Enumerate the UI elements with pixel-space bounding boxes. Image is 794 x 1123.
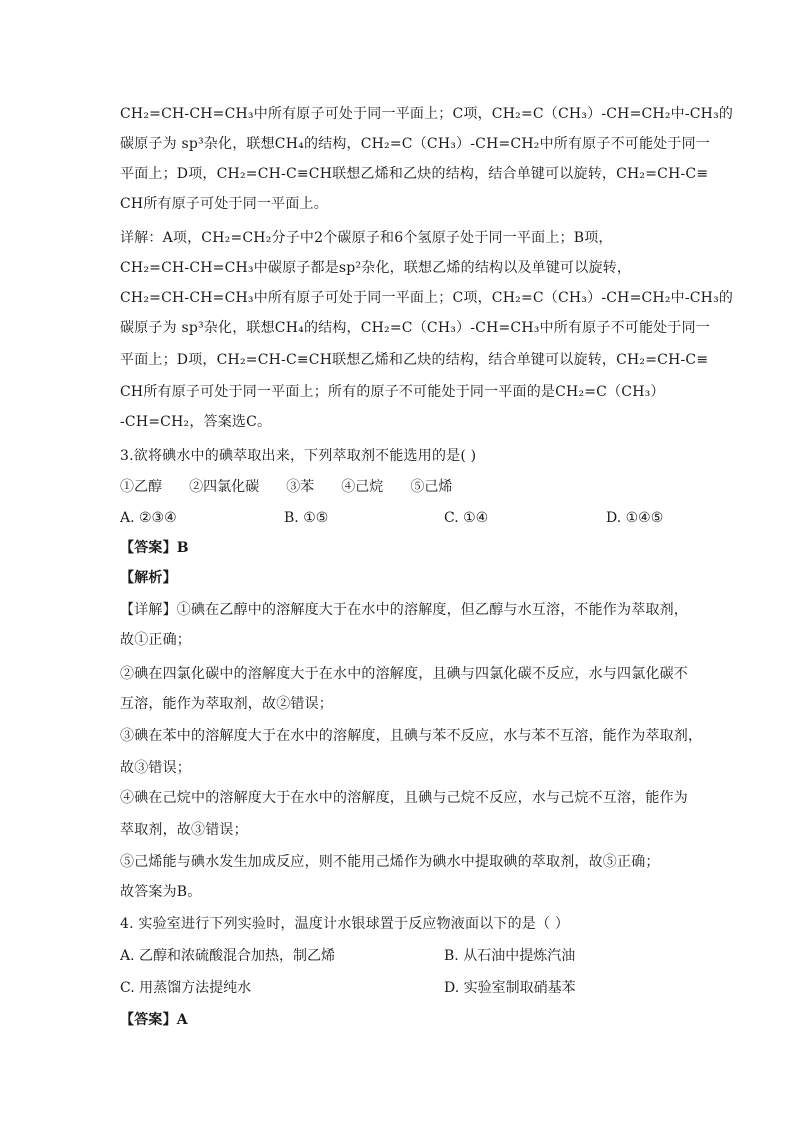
question-4-stem: 4. 实验室进行下列实验时，温度计水银球置于反应物液面以下的是（ ） [120, 916, 570, 932]
question-3-stem: 3.欲将碘水中的碘萃取出来，下列萃取剂不能选用的是( ) [120, 448, 477, 464]
q3-item: ⑤己烯 [410, 479, 453, 495]
detail-line-6: CH所有原子可处于同一平面上；所有的原子不可能处于同一平面的是CH₂=C（CH₃） [120, 384, 665, 400]
q3-detail-2: 故①正确； [120, 632, 191, 648]
analysis-line-1: CH₂=CH-CH=CH₃中所有原子可处于同一平面上；C项，CH₂=C（CH₃）-CH=CH₂中-CH₃的 [120, 106, 734, 122]
q4-option-d: D. 实验室制取硝基苯 [444, 980, 576, 996]
q3-item: ④己烷 [341, 479, 384, 495]
analysis-line-2: 碳原子为 sp³杂化，联想CH₄的结构，CH₂=C（CH₃）-CH=CH₂中所有原子不可能处于同一 [120, 136, 710, 152]
q3-option-b: B. ①⑤ [284, 510, 329, 526]
q3-detail-4: 互溶，能作为萃取剂，故②错误； [120, 696, 333, 712]
q4-option-c: C. 用蒸馏方法提纯水 [120, 980, 252, 996]
detail-line-4: 碳原子为 sp³杂化，联想CH₄的结构，CH₂=C（CH₃）-CH=CH₃中所有原子不可能处于同一 [120, 320, 710, 336]
q3-item: ③苯 [286, 479, 315, 495]
q3-item: ②四氯化碳 [189, 479, 260, 495]
q3-detail-6: 故③错误； [120, 760, 191, 776]
analysis-line-3: 平面上；D项，CH₂=CH-C≡CH联想乙烯和乙炔的结构，结合单键可以旋转，CH₂=CH-C≡ [120, 166, 709, 182]
q3-option-a: A. ②③④ [120, 510, 177, 526]
q3-item: ①乙醇 [120, 479, 162, 495]
q3-detail-10: 故答案为B。 [120, 884, 202, 900]
q3-answer: 【答案】B [120, 540, 189, 556]
detail-line-2: CH₂=CH-CH=CH₃中碳原子都是sp²杂化，联想乙烯的结构以及单键可以旋转， [120, 260, 632, 276]
analysis-line-4: CH所有原子可处于同一平面上。 [120, 196, 328, 212]
detail-line-7: -CH=CH₂，答案选C。 [120, 414, 272, 430]
detail-line-3: CH₂=CH-CH=CH₃中所有原子可处于同一平面上；C项，CH₂=C（CH₃）-CH=CH₂中-CH₃的 [120, 290, 734, 306]
q3-detail-8: 萃取剂，故③错误； [120, 822, 248, 838]
q3-detail-3: ②碘在四氯化碳中的溶解度大于在水中的溶解度，且碘与四氯化碳不反应，水与四氯化碳不 [120, 666, 688, 682]
detail-line-1: 详解：A项，CH₂=CH₂分子中2个碳原子和6个氢原子处于同一平面上；B项， [120, 230, 613, 246]
q3-detail-1: 【详解】①碘在乙醇中的溶解度大于在水中的溶解度，但乙醇与水互溶，不能作为萃取剂， [120, 602, 688, 618]
q4-option-a: A. 乙醇和浓硫酸混合加热，制乙烯 [120, 948, 336, 964]
q3-detail-9: ⑤己烯能与碘水发生加成反应，则不能用己烯作为碘水中提取碘的萃取剂，故⑤正确； [120, 854, 660, 870]
q4-option-b: B. 从石油中提炼汽油 [444, 948, 576, 964]
question-3-items [120, 476, 680, 496]
q3-option-c: C. ①④ [444, 510, 489, 526]
q3-analysis-title: 【解析】 [120, 570, 177, 586]
q4-answer: 【答案】A [120, 1012, 188, 1028]
q3-option-d: D. ①④⑤ [606, 510, 664, 526]
q3-detail-5: ③碘在苯中的溶解度大于在水中的溶解度，且碘与苯不反应，水与苯不互溶，能作为萃取剂， [120, 728, 703, 744]
q3-detail-7: ④碘在己烷中的溶解度大于在水中的溶解度，且碘与己烷不反应，水与己烷不互溶，能作为 [120, 790, 688, 806]
detail-line-5: 平面上；D项，CH₂=CH-C≡CH联想乙烯和乙炔的结构，结合单键可以旋转，CH₂=CH-C≡ [120, 352, 709, 368]
